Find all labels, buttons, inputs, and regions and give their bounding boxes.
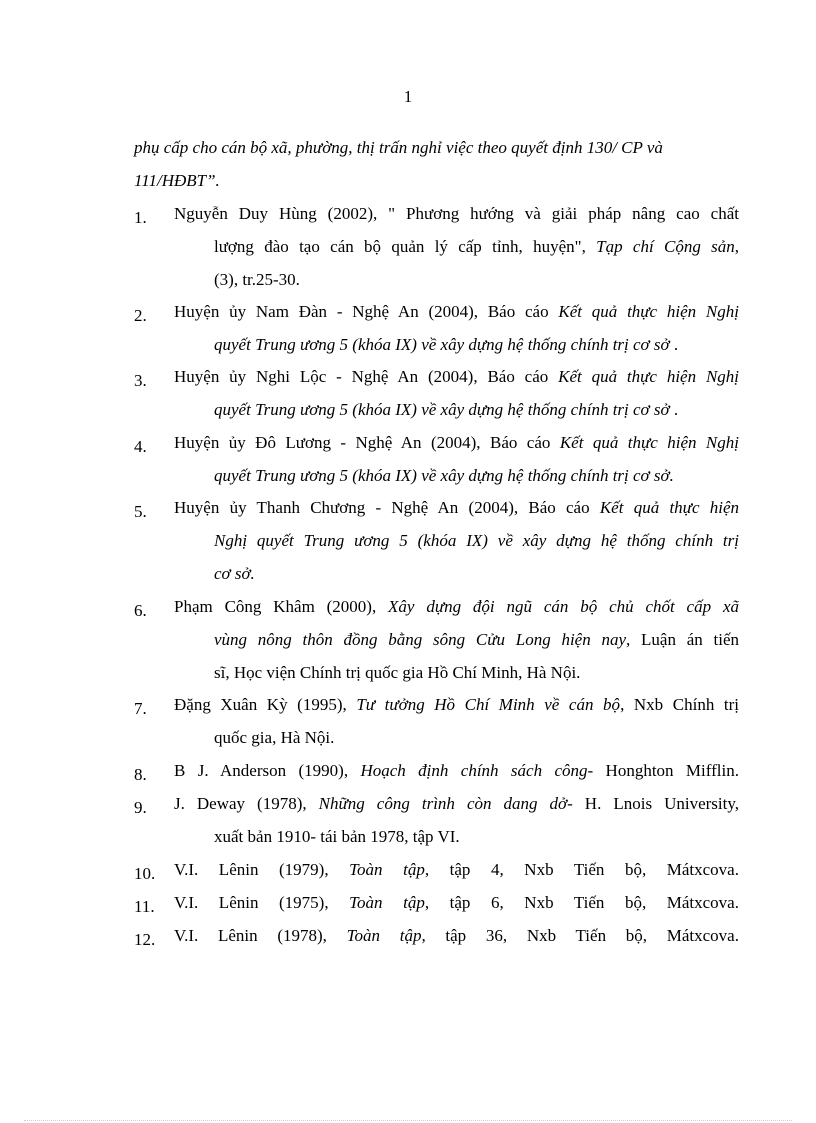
reference-number: 10. — [134, 864, 156, 883]
reference-text: , tập 36, Nxb Tiến bộ, Mátxcova. — [421, 926, 739, 945]
reference-line — [214, 557, 739, 590]
reference-text: - H. Lnois University, — [567, 794, 739, 813]
reference-line — [174, 886, 739, 919]
reference-text: V.I. Lênin (1979), — [174, 860, 350, 879]
reference-text: . — [669, 335, 679, 354]
reference-title-text: cơ sở. — [214, 564, 255, 583]
intro-line-2: 111/HĐBT”. — [134, 171, 220, 190]
reference-title-text: quyết Trung ương 5 (khóa IX) về xây dựng hệ thống chính trị cơ sở — [214, 335, 670, 354]
reference-title-text: quyết Trung ương 5 (khóa IX) về xây dựng hệ thống chính trị cơ sở. — [214, 466, 674, 485]
reference-item — [134, 295, 739, 361]
reference-line — [214, 263, 739, 296]
reference-text: Phạm Công Khâm (2000), — [174, 597, 389, 616]
reference-line — [174, 787, 739, 820]
reference-title-text: Kết quả thực hiện Nghị — [558, 367, 740, 386]
reference-number: 1. — [134, 208, 147, 227]
reference-title-text: Những công trình còn dang dở — [318, 794, 568, 813]
page-bottom-divider — [24, 1120, 792, 1121]
intro-paragraph — [134, 131, 739, 197]
reference-title-text: Kết quả thực hiện — [599, 498, 740, 517]
reference-number: 5. — [134, 502, 147, 521]
reference-item — [134, 688, 739, 754]
reference-line — [174, 360, 739, 393]
reference-title-text: Kết quả thực hiện Nghị — [559, 433, 739, 452]
reference-item — [134, 360, 739, 426]
reference-item — [134, 754, 739, 787]
reference-text: xuất bản 1910- tái bản 1978, tập VI. — [214, 827, 460, 846]
reference-title-text: Toàn tập — [349, 893, 425, 912]
reference-line — [214, 230, 739, 263]
reference-line — [214, 721, 739, 754]
reference-text: Đặng Xuân Kỳ (1995), — [174, 695, 357, 714]
reference-text: , — [734, 237, 739, 256]
reference-title-text: Xây dựng đội ngũ cán bộ chủ chốt cấp xã — [388, 597, 739, 616]
reference-text: V.I. Lênin (1978), — [174, 926, 347, 945]
reference-number: 8. — [134, 765, 147, 784]
reference-text: B J. Anderson (1990), — [174, 761, 361, 780]
reference-text: sĩ, Học viện Chính trị quốc gia Hồ Chí Minh, Hà Nội. — [214, 663, 581, 682]
reference-title-text: vùng nông thôn đồng bằng sông Cửu Long hiện nay — [214, 630, 627, 649]
reference-text: . — [669, 400, 679, 419]
reference-text: J. Deway (1978), — [174, 794, 319, 813]
reference-text: quốc gia, Hà Nội. — [214, 728, 335, 747]
reference-number: 4. — [134, 437, 147, 456]
page-number: 1 — [403, 87, 413, 106]
reference-title-text: Tư tưởng Hồ Chí Minh về cán bộ — [356, 695, 621, 714]
reference-number: 3. — [134, 371, 147, 390]
reference-line — [174, 491, 739, 524]
reference-line — [214, 656, 739, 689]
reference-item — [134, 197, 739, 296]
reference-line — [174, 688, 739, 721]
reference-text: V.I. Lênin (1975), — [174, 893, 350, 912]
reference-text: , tập 6, Nxb Tiến bộ, Mátxcova. — [424, 893, 739, 912]
reference-title-text: Nghị quyết Trung ương 5 (khóa IX) về xây dựng hệ thống chính trị — [214, 531, 739, 550]
reference-text: Huyện ủy Đô Lương - Nghệ An (2004), Báo cáo — [174, 433, 560, 452]
reference-line — [174, 426, 739, 459]
reference-text: Huyện ủy Nghi Lộc - Nghệ An (2004), Báo cáo — [174, 367, 559, 386]
reference-number: 11. — [134, 897, 155, 916]
reference-title-text: Hoạch định chính sách công — [360, 761, 588, 780]
reference-item — [134, 886, 739, 919]
reference-line — [214, 393, 739, 426]
reference-item — [134, 853, 739, 886]
reference-number: 2. — [134, 306, 147, 325]
reference-line — [214, 459, 739, 492]
reference-line — [214, 328, 739, 361]
reference-text: , Nxb Chính trị — [620, 695, 740, 714]
reference-line — [174, 754, 739, 787]
reference-text: - Honghton Mifflin. — [587, 761, 739, 780]
reference-text: lượng đào tạo cán bộ quản lý cấp tỉnh, huyện", — [214, 237, 597, 256]
reference-item — [134, 426, 739, 492]
reference-line — [174, 590, 739, 623]
reference-line — [214, 524, 739, 557]
reference-line — [174, 919, 739, 952]
reference-item — [134, 590, 739, 689]
reference-line — [174, 295, 739, 328]
reference-item — [134, 787, 739, 853]
reference-line — [174, 853, 739, 886]
reference-title-text: Toàn tập — [346, 926, 422, 945]
reference-text: Nguyễn Duy Hùng (2002), " Phương hướng và giải pháp nâng cao chất — [174, 204, 739, 223]
reference-line — [174, 197, 739, 230]
reference-text: Huyện ủy Nam Đàn - Nghệ An (2004), Báo cáo — [174, 302, 559, 321]
intro-line-1: phụ cấp cho cán bộ xã, phường, thị trấn nghỉ việc theo quyết định 130/ CP và — [134, 138, 663, 157]
reference-line — [214, 623, 739, 656]
reference-title-text: Tạp chí Cộng sản — [596, 237, 735, 256]
reference-number: 6. — [134, 601, 147, 620]
reference-text: Huyện ủy Thanh Chương - Nghệ An (2004), Báo cáo — [174, 498, 600, 517]
reference-line — [214, 820, 739, 853]
reference-item — [134, 919, 739, 952]
reference-number: 7. — [134, 699, 147, 718]
reference-item — [134, 491, 739, 590]
reference-text: , tập 4, Nxb Tiến bộ, Mátxcova. — [424, 860, 739, 879]
reference-number: 12. — [134, 930, 156, 949]
reference-number: 9. — [134, 798, 147, 817]
reference-title-text: Toàn tập — [349, 860, 425, 879]
reference-title-text: quyết Trung ương 5 (khóa IX) về xây dựng hệ thống chính trị cơ sở — [214, 400, 670, 419]
reference-text: , Luận án tiến — [626, 630, 740, 649]
reference-text: (3), tr.25-30. — [214, 270, 300, 289]
reference-title-text: Kết quả thực hiện Nghị — [558, 302, 739, 321]
